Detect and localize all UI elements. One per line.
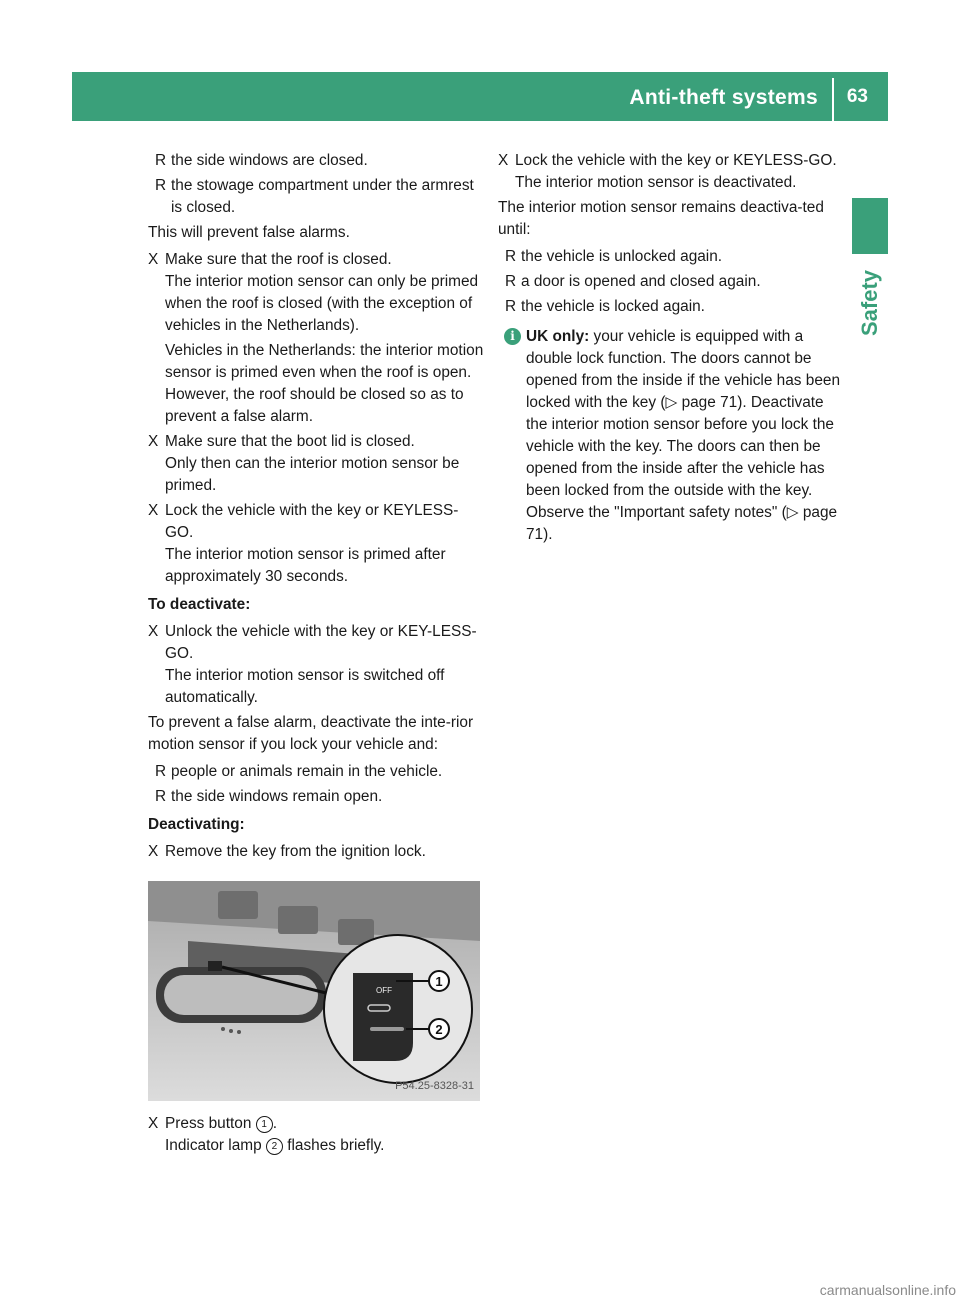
step-text [165, 1113, 484, 1135]
section-heading: Deactivating: [148, 816, 245, 833]
step-text: Make sure that the roof is closed. [165, 251, 392, 268]
info-text-part: ). Deactivate the interior motion sensor before you lock the vehicle with the key. The doors can then be opened from the inside after the vehicle has been locked from the outside with the key. Observe the "Important safety notes" [526, 394, 834, 521]
bullet-marker: R [505, 298, 517, 315]
step-text: Remove the key from the ignition lock. [165, 843, 426, 860]
overhead-control-illustration [148, 881, 480, 1101]
page-ref-link[interactable]: page 71 [526, 504, 838, 543]
list-item [498, 271, 840, 293]
step-result [165, 1135, 484, 1157]
page-ref-link[interactable]: page 71 [681, 394, 738, 411]
instruction-step [498, 150, 840, 194]
list-item [498, 296, 840, 318]
callout-1: 1 [435, 974, 443, 989]
step-text-part: Press button [165, 1115, 256, 1132]
list-item [148, 786, 484, 808]
step-result: The interior motion sensor is switched off automatically. [165, 667, 445, 706]
paragraph: To prevent a false alarm, deactivate the inte-rior motion sensor if you lock your vehicle and: [148, 714, 474, 753]
step-marker: X [148, 251, 159, 268]
instruction-step [148, 841, 484, 863]
bullet-text: the vehicle is unlocked again. [521, 248, 723, 265]
step-text: Unlock the vehicle with the key or KEY-LESS-GO. [165, 623, 477, 662]
step-marker: X [148, 1115, 159, 1132]
bullet-marker: R [505, 273, 517, 290]
bullet-text: the side windows are closed. [171, 152, 368, 169]
instruction-step [148, 431, 484, 497]
interior-sensor-photo [148, 881, 480, 1101]
paragraph: This will prevent false alarms. [148, 224, 350, 241]
step-text-part: flashes briefly. [282, 1137, 385, 1154]
header-bar [72, 72, 888, 121]
bullet-text: the stowage compartment under the armrest is closed. [171, 177, 474, 216]
step-marker: X [498, 152, 509, 169]
instruction-step [148, 500, 484, 588]
paragraph: The interior motion sensor remains deactiva-ted until: [498, 199, 824, 238]
figure-code: P54.25-8328-31 [395, 1080, 474, 1092]
step-text-part: . [272, 1115, 277, 1132]
callout-ref-2: 2 [266, 1138, 283, 1155]
page-number: 63 [846, 86, 868, 107]
watermark: carmanualsonline.info [819, 1282, 956, 1298]
left-column [148, 150, 484, 1160]
instruction-step [148, 621, 484, 709]
step-text-part: Indicator lamp [165, 1137, 266, 1154]
step-result: The interior motion sensor can only be primed when the roof is closed (with the exception of vehicles in the Netherlands). [165, 273, 479, 334]
bullet-text: people or animals remain in the vehicle. [171, 763, 443, 780]
info-text-part: ). [543, 526, 553, 543]
bullet-marker: R [155, 788, 167, 805]
instruction-step [148, 249, 484, 428]
info-icon: i [504, 328, 521, 345]
callout-ref-1: 1 [256, 1116, 273, 1133]
callout-2: 2 [435, 1022, 443, 1037]
step-result: The interior motion sensor is primed after approximately 30 seconds. [165, 546, 446, 585]
bullet-marker: R [155, 763, 167, 780]
step-marker: X [148, 433, 159, 450]
info-text-part: your vehicle is equipped with a double lock function. The doors cannot be opened from the inside if the vehicle has been locked with the key [526, 328, 841, 411]
instruction-step [148, 1113, 484, 1157]
section-label: Safety [857, 269, 882, 336]
page-title: Anti-theft systems [629, 86, 818, 109]
step-marker: X [148, 843, 159, 860]
step-result: The interior motion sensor is deactivated. [515, 174, 797, 191]
list-item [148, 150, 484, 172]
page-ref-arrow: (▷ [660, 394, 678, 411]
info-lead: UK only: [526, 328, 590, 345]
list-item [498, 246, 840, 268]
info-text [522, 326, 840, 546]
step-text: Lock the vehicle with the key or KEYLESS-GO. [515, 152, 837, 169]
step-note: Vehicles in the Netherlands: the interior motion sensor is primed even when the roof is open. However, the roof should be closed so as to prevent a false alarm. [165, 342, 484, 425]
bullet-text: a door is opened and closed again. [521, 273, 761, 290]
section-tab [852, 198, 888, 254]
right-column [498, 150, 840, 546]
step-marker: X [148, 502, 159, 519]
bullet-marker: R [155, 152, 167, 169]
bullet-marker: R [505, 248, 517, 265]
step-text: Make sure that the boot lid is closed. [165, 433, 415, 450]
list-item [148, 175, 484, 219]
info-note [498, 326, 840, 546]
off-label: OFF [376, 986, 392, 995]
step-marker: X [148, 623, 159, 640]
bullet-text: the vehicle is locked again. [521, 298, 705, 315]
step-result: Only then can the interior motion sensor be primed. [165, 455, 460, 494]
bullet-marker: R [155, 177, 167, 194]
bullet-text: the side windows remain open. [171, 788, 383, 805]
section-heading: To deactivate: [148, 596, 251, 613]
step-text: Lock the vehicle with the key or KEYLESS-GO. [165, 502, 459, 541]
header-separator [832, 78, 834, 121]
page-ref-arrow: (▷ [781, 504, 799, 521]
list-item [148, 761, 484, 783]
